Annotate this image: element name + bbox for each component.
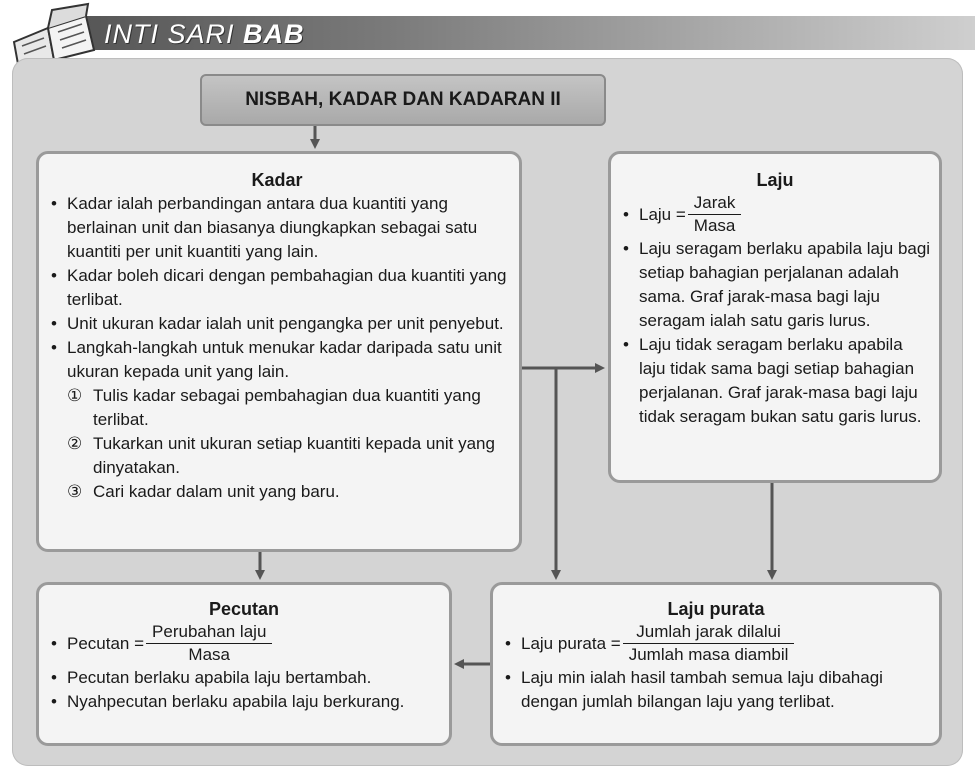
laju-purata-formula [501, 621, 931, 666]
pecutan-box [36, 582, 452, 746]
laju-purata-title: Laju purata [667, 599, 765, 619]
laju-purata-formula-lhs: • Laju purata = [521, 633, 621, 653]
kadar-bullet: • Kadar ialah perbandingan antara dua kuantiti yang berlainan unit dan biasanya diungkapkan sebagai satu kuantiti per unit kuantiti yang lain. [47, 192, 507, 264]
pecutan-bullet: • Nyahpecutan berlaku apabila laju berkurang. [47, 690, 441, 714]
pecutan-numerator: Perubahan laju [146, 621, 272, 644]
kadar-step [47, 384, 507, 432]
header-title-bold: BAB [243, 19, 305, 49]
kadar-bullets [47, 192, 507, 384]
laju-purata-denominator: Jumlah masa diambil [628, 645, 789, 664]
kadar-title: Kadar [251, 170, 303, 190]
laju-purata-numerator: Jumlah jarak dilalui [623, 621, 795, 644]
laju-formula [619, 192, 931, 237]
laju-denominator: Masa [693, 216, 736, 235]
step-text: Tulis kadar sebagai pembahagian dua kuantiti yang terlibat. [93, 386, 481, 429]
kadar-bullet: • Langkah-langkah untuk menukar kadar daripada satu unit ukuran kepada unit yang lain. [47, 336, 507, 384]
laju-bullet: • Laju tidak seragam berlaku apabila laju tidak sama bagi setiap bahagian perjalanan. Graf jarak-masa bagi laju tidak seragam bukan satu garis lurus. [619, 333, 931, 429]
header-title-light: INTI SARI [104, 19, 235, 49]
pecutan-formula-lhs: • Pecutan = [67, 633, 145, 653]
kadar-step [47, 480, 507, 504]
laju-purata-fraction [623, 621, 795, 666]
laju-numerator: Jarak [688, 192, 742, 215]
topic-title: NISBAH, KADAR DAN KADARAN II [200, 74, 606, 126]
kadar-bullet: • Kadar boleh dicari dengan pembahagian dua kuantiti yang terlibat. [47, 264, 507, 312]
step-text: Tukarkan unit ukuran setiap kuantiti kepada unit yang dinyatakan. [93, 434, 495, 477]
laju-title: Laju [756, 170, 794, 190]
step-text: Cari kadar dalam unit yang baru. [93, 482, 340, 501]
kadar-steps [47, 384, 507, 504]
pecutan-bullets [47, 666, 441, 714]
step-number: ③ [67, 482, 83, 501]
pecutan-denominator: Masa [188, 645, 230, 664]
step-number: ① [67, 386, 83, 405]
laju-bullets [619, 237, 931, 429]
pecutan-fraction [146, 621, 272, 666]
laju-purata-box [490, 582, 942, 746]
laju-purata-bullet: • Laju min ialah hasil tambah semua laju dibahagi dengan jumlah bilangan laju yang terlibat. [501, 666, 931, 714]
laju-bullet: • Laju seragam berlaku apabila laju bagi setiap bahagian perjalanan adalah sama. Graf jarak-masa bagi laju seragam ialah satu garis lurus. [619, 237, 931, 333]
laju-box [608, 151, 942, 483]
laju-fraction [688, 192, 742, 237]
kadar-bullet: • Unit ukuran kadar ialah unit pengangka per unit penyebut. [47, 312, 507, 336]
step-number: ② [67, 434, 83, 453]
pecutan-formula [47, 621, 441, 666]
kadar-box [36, 151, 522, 552]
laju-purata-bullets [501, 666, 931, 714]
pecutan-title: Pecutan [208, 599, 280, 619]
laju-formula-lhs: • Laju = [639, 204, 686, 224]
kadar-step [47, 432, 507, 480]
pecutan-bullet: • Pecutan berlaku apabila laju bertambah. [47, 666, 441, 690]
